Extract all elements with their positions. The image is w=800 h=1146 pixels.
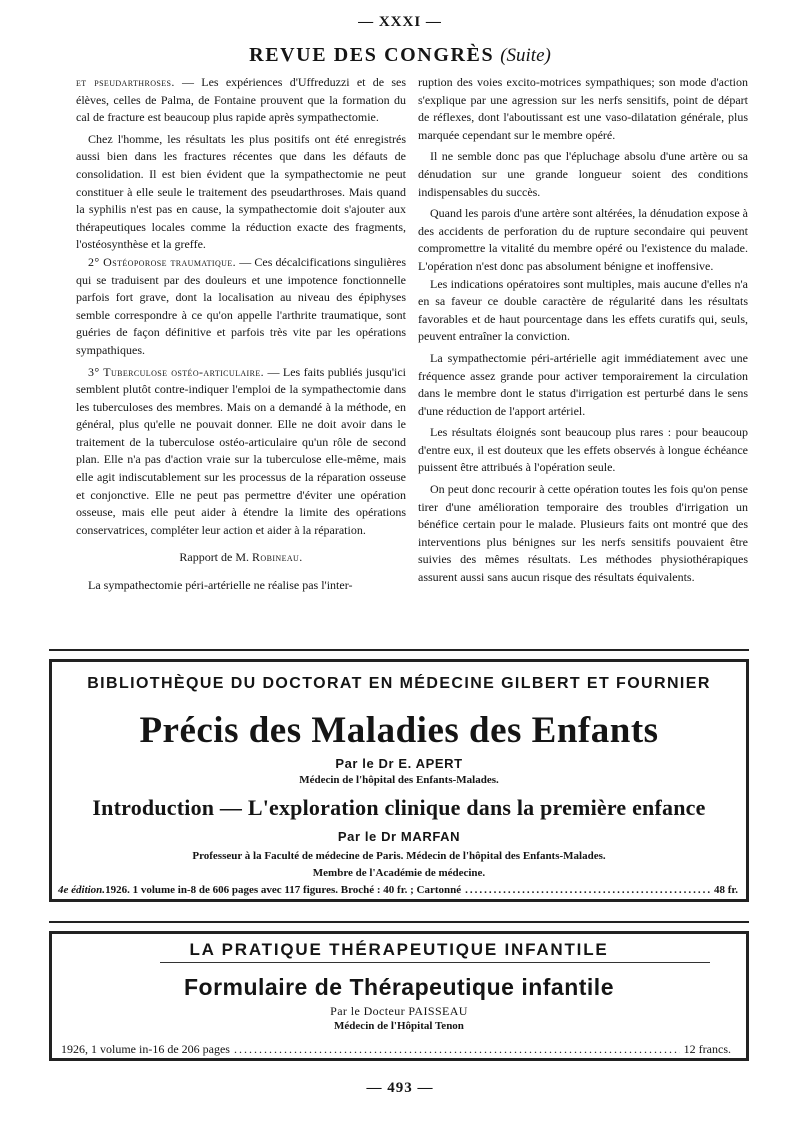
paragraph: Il ne semble donc pas que l'épluchage absolu d'une artère ou sa dénudation sur une grande longueur soient des conditions indispensables du succès. [418,149,748,199]
article-column-left [76,74,406,595]
paragraph: La sympathectomie péri-artérielle agit immédiatement avec une fréquence assez grande pour activer temporairement la circulation dans le membre dont le status d'irrigation est perturbé dans le sens d'une réduction de l'apport artériel. [418,350,748,418]
ad-series-name: BIBLIOTHÈQUE DU DOCTORAT EN MÉDECINE GILBERT ET FOURNIER [87,675,711,692]
dot-leaders [465,884,710,896]
ad-book-title: Précis des Maladies des Enfants [139,710,659,751]
ad-author: Par le Dr E. APERT [335,756,463,771]
page-folio-top: — XXXI — [358,14,442,30]
divider-rule [160,962,710,963]
ad-introduction-title: Introduction — L'exploration clinique dans la première enfance [92,795,706,820]
paragraph: On peut donc recourir à cette opération toutes les fois qu'on pense tirer d'une amélioration temporaire des troubles d'irrigation un bénéfice certain pour le malade. Plusieurs faits ont montré que des interventions plus bénignes sur les nerfs sensitifs pouvaient être suivies des mêmes résultats. Les méthodes physiothérapiques assurent aussi sans aucun risque des résultats équivalents. [418,482,748,585]
paragraph: Chez l'homme, les résultats les plus positifs ont été enregistrés aussi bien dans les fractures récentes que dans les défauts de consolidation. Il est bien évident que la sympathectomie ne peut constituer à elle seule le traitement des pseudarthroses. Mais quand la syphilis n'est pas en cause, la sympathectomie doit s'ajouter aux thérapeutiques locales comme la réduction exacte des fragments, l'ostéosynthèse et la greffe. [76,131,406,252]
paragraph: Les indications opératoires sont multiples, mais aucune d'elles n'a en sa faveur ce double caractère de régularité dans les résultats favorables et de haut pourcentage dans les effets curatifs qui, seuls, peuvent entraîner la conviction. [418,276,748,344]
ad-edition-details: 1926. 1 volume in-8 de 606 pages avec 117 figures. Broché : 40 fr. ; Cartonné [105,884,462,896]
report-attribution: Rapport de M. Robineau. [179,550,303,565]
paragraph: Quand les parois d'une artère sont altérées, la dénudation expose à des accidents de perforation du de rupture secondaire qui peuvent compromettre la vitalité du membre opéré ou l'existence du malade. L'opération n'est donc pas absolument bénigne et inoffensive. [418,206,748,273]
ad-edition-line [61,1042,731,1057]
paragraph: et pseudarthroses. — Les expériences d'Uffreduzzi et de ses élèves, celles de Palma, de Fontaine prouvent que la formation du cal de fracture est beaucoup plus rapide après sympathectomie. [76,75,406,125]
section-heading: 3° Tuberculose ostéo-articulaire. [88,364,265,379]
journal-title: REVUE DES CONGRÈS [249,44,495,66]
section-lead: et pseudarthroses. [76,75,175,89]
paragraph: La sympathectomie péri-artérielle ne réalise pas l'inter- [88,578,353,593]
book-advertisement-precis [49,659,749,902]
ad-book-title: Formulaire de Thérapeutique infantile [183,974,614,1000]
paragraph: 3° Tuberculose ostéo-articulaire. — Les faits publiés jusqu'ici semblent plutôt contre-indiquer l'emploi de la sympathectomie dans les tuberculoses des membres. Mais on a demandé à la méthode, en général, plus qu'elle ne pouvait donner. Elle ne doit avoir dans le traitement de la tuberculose ostéo-articulaire qu'un rôle de second plan. Elle n'a pas d'action vraie sur la tuberculose elle-même, mais elle agit indiscutablement sur les processus de la réparation osseuse et conjonctive. Elle ne peut pas permettre d'éviter une opération osseuse, mais elle peut aider à étendre la limite des opérations conservatrices, compléter leur action et aider à la réparation. [76,364,407,537]
ad-author-role: Membre de l'Académie de médecine. [312,867,486,879]
ad-author: Par le Docteur PAISSEAU [330,1004,468,1018]
ad-price: 48 fr. [713,884,738,896]
ad-series-name: LA PRATIQUE THÉRAPEUTIQUE INFANTILE [189,940,609,959]
book-advertisement-formulaire [49,931,749,1061]
paragraph: ruption des voies excito-motrices sympathiques; son mode d'action s'explique par une agression sur les nerfs sensitifs, point de départ de réflexes, dont l'aboutissant est une vaso-dilatation générale, plus marquée cependant sur le membre opéré. [418,75,748,142]
ad-price: 12 francs. [683,1042,731,1056]
running-header [0,44,800,67]
journal-title-suite: (Suite) [500,45,551,66]
paragraph: 2° Ostéoporose traumatique. — Ces décalcifications singulières qui se traduisent par des douleurs et une impotence fonctionnelle parfois fort grave, dont la localisation au niveau des épiphyses semble correspondre à ce qu'on appelle l'arthrite traumatique, sont guéries de façon définitive et parfois très vite par les opérations sympathiques. [76,254,406,357]
dot-leaders [234,1042,680,1057]
article-column-right [418,74,748,587]
ad-edition-number: 4e édition. [58,884,106,896]
ad-author-role: Médecin de l'Hôpital Tenon [334,1020,464,1032]
ad-edition-line [58,884,738,896]
ad-edition-details: 1926, 1 volume in-16 de 206 pages [61,1042,230,1056]
ad-author-role: Professeur à la Faculté de médecine de Paris. Médecin de l'hôpital des Enfants-Malades. [192,850,606,862]
page-number: — 493 — [366,1080,434,1096]
paragraph: Les résultats éloignés sont beaucoup plus rares : pour beaucoup d'entre eux, il est douteux que les effets observés à longue échéance puissent être attribués à l'opération seule. [418,425,748,475]
divider-rule [49,921,749,923]
divider-rule [49,649,749,651]
ad-author: Par le Dr MARFAN [337,829,461,844]
ad-author-role: Médecin de l'hôpital des Enfants-Malades. [299,774,499,786]
section-heading: 2° Ostéoporose traumatique. [88,254,237,269]
